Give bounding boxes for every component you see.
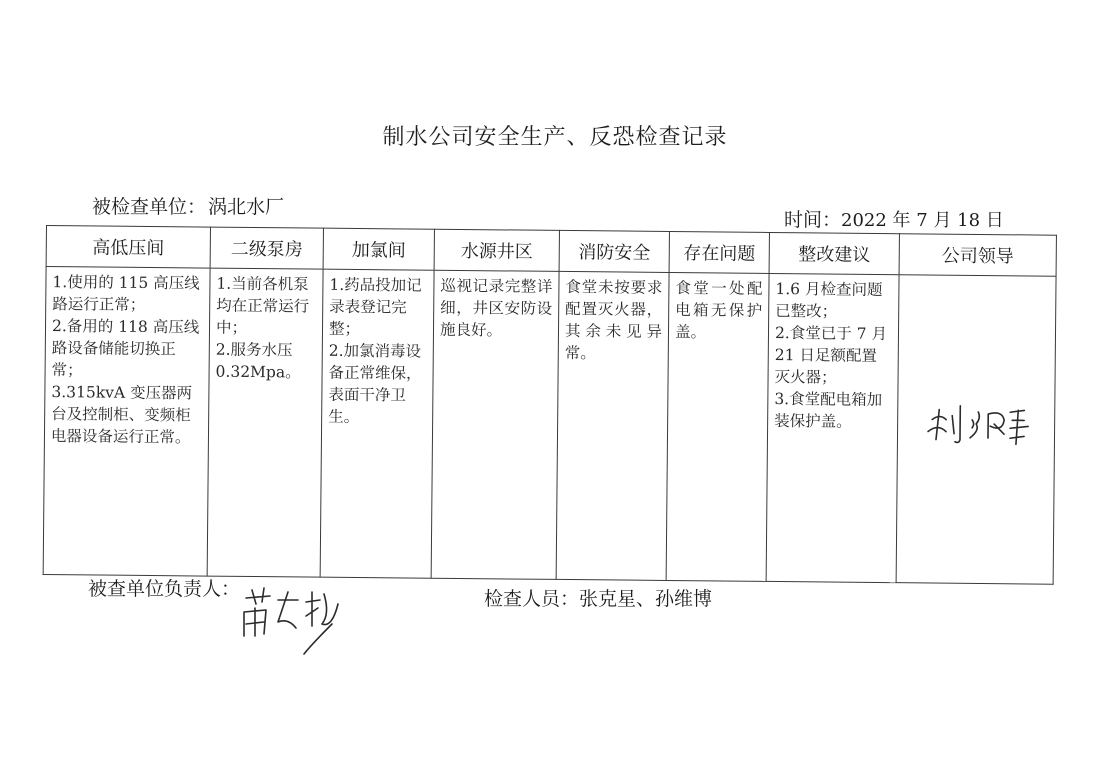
date-label: 时间：	[784, 209, 842, 231]
header-leader: 公司领导	[899, 234, 1056, 277]
cell-chlorine-room	[320, 269, 434, 578]
responsible-person	[88, 574, 240, 601]
leader-signature	[926, 397, 1047, 458]
inspectors-value: 张克星、孙维博	[579, 588, 713, 610]
cell-suggestions	[766, 273, 899, 582]
header-chlorine-room: 加氯间	[323, 228, 434, 270]
header-problems: 存在问题	[669, 231, 769, 273]
cell-fire-safety-text: 食堂未按要求配置灭火器，其余未见异常。	[564, 277, 663, 363]
table-row	[43, 267, 1056, 585]
inspection-date	[784, 205, 1004, 232]
header-fire-safety: 消防安全	[559, 230, 669, 272]
inspected-unit-value: 涡北水厂	[208, 196, 285, 218]
cell-suggestions-text: 1.6 月检查问题已整改； 2.食堂已于 7 月21 日足额配置灭火器； 3.食堂配电箱加装保护盖。	[774, 280, 888, 431]
cell-pump-room-text: 1.当前各机泵均在正常运行中； 2.服务水压 0.32Mpa。	[215, 274, 310, 382]
header-hv-room: 高低压间	[46, 226, 210, 269]
responsible-label: 被查单位负责人：	[88, 578, 241, 600]
cell-well-area-text: 巡视记录完整详细，井区安防设施良好。	[439, 276, 553, 340]
inspectors	[484, 584, 712, 611]
cell-chlorine-room-text: 1.药品投加记录表登记完整； 2.加氯消毒设备正常维保，表面干净卫生。	[328, 275, 422, 427]
record-table	[43, 225, 1057, 585]
header-well-area: 水源井区	[434, 229, 559, 271]
document-title: 制水公司安全生产、反恐检查记录	[382, 125, 728, 150]
header-suggestions: 整改建议	[769, 232, 899, 274]
cell-well-area	[431, 270, 559, 579]
inspectors-label: 检查人员：	[484, 588, 580, 610]
cell-hv-room-text: 1.使用的 115 高压线路运行正常； 2.备用的 118 高压线路设备储能切换正常； 3.315kvA 变压器两台及控制柜、变频柜电器设备运行正常。	[50, 273, 200, 447]
responsible-signature	[236, 580, 356, 660]
cell-hv-room	[43, 267, 210, 577]
inspected-unit	[92, 192, 284, 219]
cell-fire-safety	[556, 271, 669, 580]
record-table-container	[43, 225, 1056, 585]
cell-pump-room	[207, 268, 323, 577]
cell-problems	[666, 272, 769, 581]
date-value: 2022 年 7 月 18 日	[841, 210, 1004, 231]
inspected-unit-label: 被检查单位：	[92, 196, 207, 218]
header-pump-room: 二级泵房	[210, 227, 323, 269]
cell-leader	[896, 275, 1056, 584]
cell-problems-text: 食堂一处配电箱无保护盖。	[674, 279, 763, 342]
